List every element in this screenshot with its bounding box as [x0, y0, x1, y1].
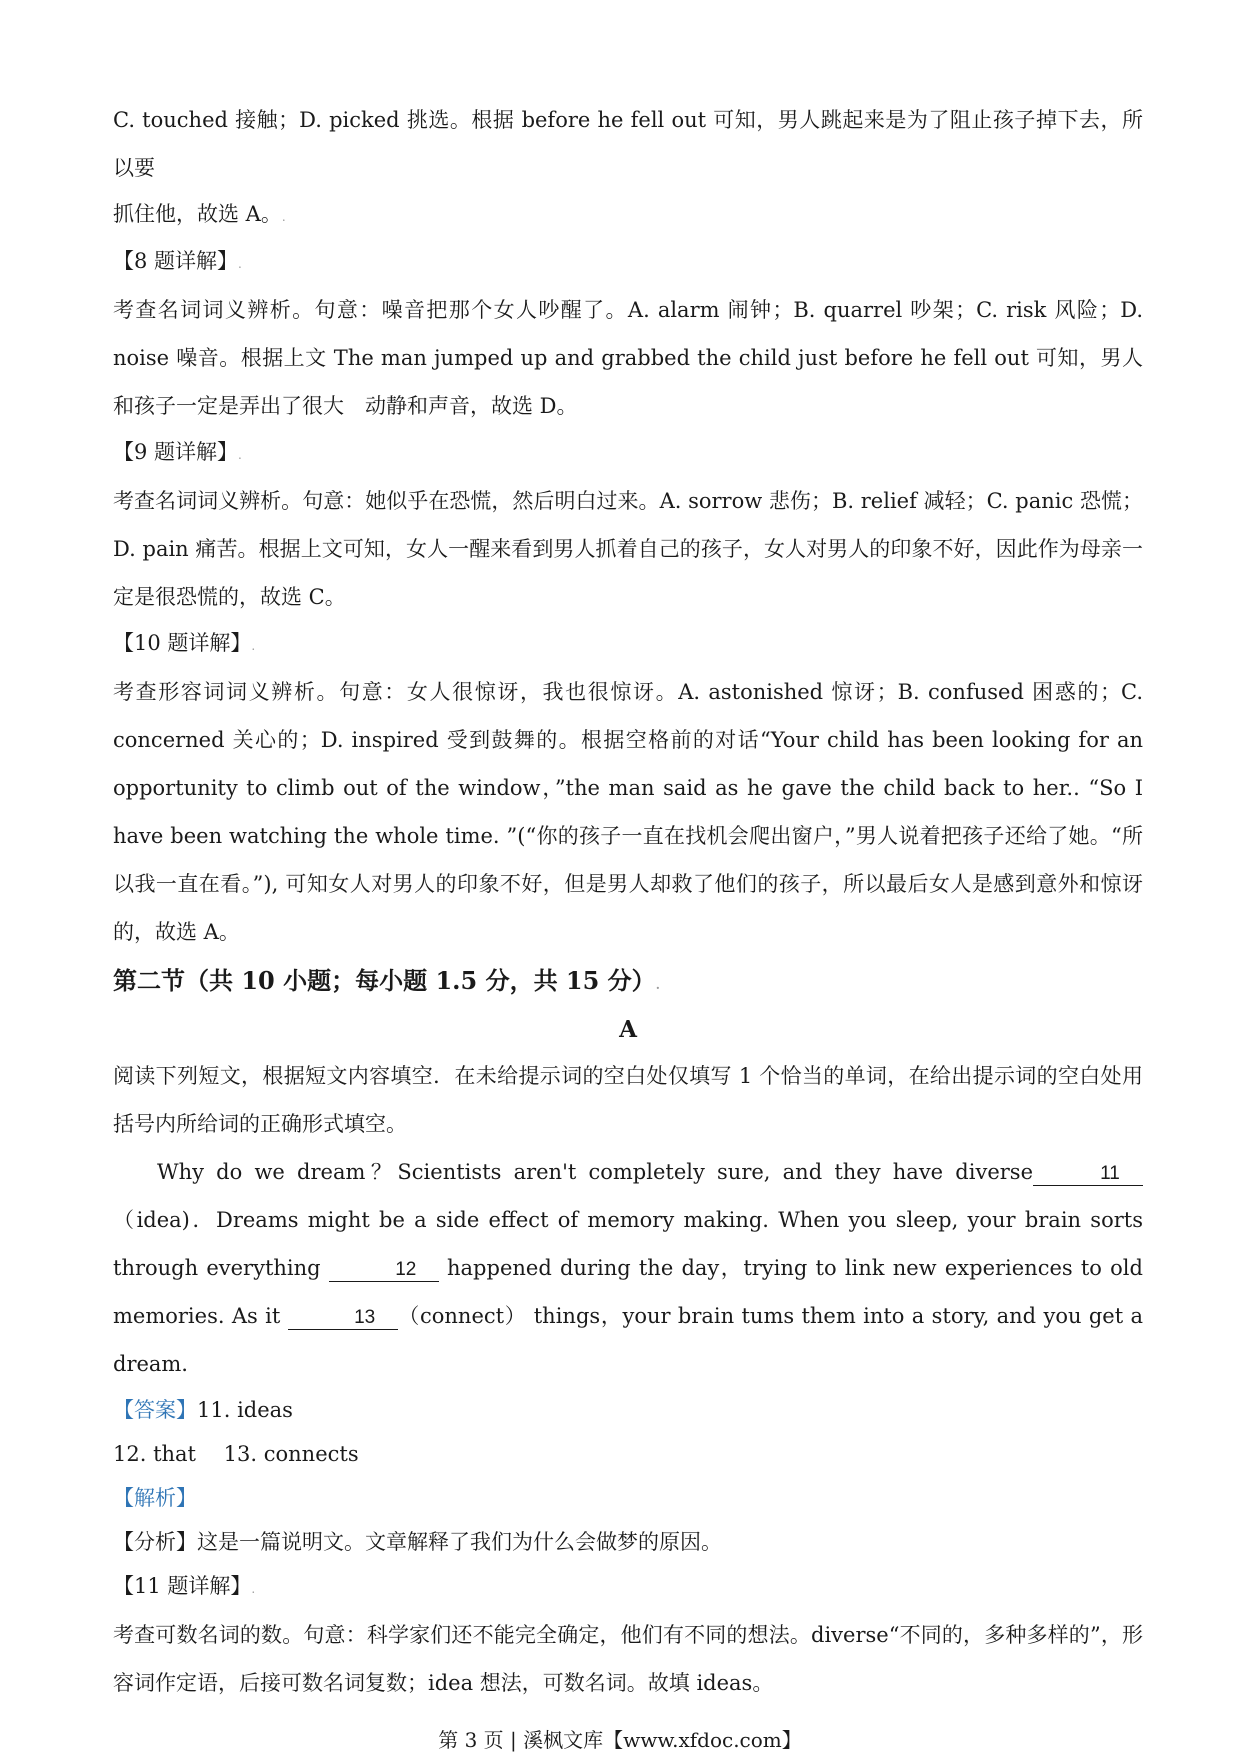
q9-heading: 【9 题详解】. [113, 440, 242, 464]
blank-12: 12 [329, 1259, 439, 1282]
document-page [113, 96, 1143, 1707]
answer-line-2: 12. that 13. connects [113, 1442, 359, 1466]
passage-sentence-3: happened during the day，trying to link new experiences to old memories. As it [113, 1256, 1143, 1328]
answer-label: 【答案】 [113, 1398, 197, 1422]
q11-heading: 【11 题详解】. [113, 1574, 256, 1598]
answer-line-1 [113, 1388, 1143, 1432]
passage-sentence-4: （connect） things，your brain tums them into a story, and you get a dream． [113, 1304, 1143, 1376]
page-footer: 第 3 页 | 溪枫文库【www.xfdoc.com】 [438, 1728, 802, 1752]
q7-explanation-line1: C. touched 接触；D. picked 挑选。根据 before he fell out 可知，男人跳起来是为了阻止孩子掉下去，所以要 [113, 108, 1143, 180]
q10-heading: 【10 题详解】. [113, 631, 256, 655]
analysis-summary: 【分析】这是一篇说明文。文章解释了我们为什么会做梦的原因。 [113, 1530, 722, 1554]
passage-sentence-2: （idea)．Dreams might be a side effect of memory making. When you sleep, your brain sorts through everything [113, 1208, 1143, 1280]
q8-explanation: 考查名词词义辨析。句意：噪音把那个女人吵醒了。A. alarm 闹钟；B. quarrel 吵架；C. risk 风险；D. noise 噪音。根据上文 The man jumped up and grabbed the child just before he fell out 可知，男人和孩子一定是弄出了很大 动静和声音，故选 D。 [113, 298, 1143, 418]
analysis-label: 【解析】 [113, 1486, 197, 1510]
section-title: 第二节（共 10 小题；每小题 1.5 分，共 15 分）. [113, 966, 660, 995]
part-title: A [619, 1016, 637, 1043]
blank-13: 13 [288, 1307, 398, 1330]
q9-explanation: 考查名词词义辨析。句意：她似乎在恐慌，然后明白过来。A. sorrow 悲伤；B. relief 减轻；C. panic 恐慌；D. pain 痛苦。根据上文可知，女人一醒来看到男人抓着自己的孩子，女人对男人的印象不好，因此作为母亲一定是很恐慌的，故选 C。 [113, 489, 1143, 609]
q8-heading: 【8 题详解】. [113, 249, 242, 273]
passage-sentence-1: Why do we dream？Scientists aren't completely sure, and they have diverse [157, 1160, 1033, 1184]
blank-11: 11 [1033, 1163, 1143, 1186]
q10-explanation: 考查形容词词义辨析。句意：女人很惊讶，我也很惊讶。A. astonished 惊讶；B. confused 困惑的；C. concerned 关心的；D. inspired 受到鼓舞的。根据空格前的对话“Your child has been looking for an opportunity to climb out of the window，”the man said as he gave the child back to her.. “So I have been watching the whole time. ”(“你的孩子一直在找机会爬出窗户，”男人说着把孩子还给了她。“所以我一直在看。”), 可知女人对男人的印象不好，但是男人却救了他们的孩子，所以最后女人是感到意外和惊讶的，故选 A。 [113, 680, 1143, 944]
q7-explanation-line2: 抓住他，故选 A。. [113, 202, 286, 226]
passage-paragraph [113, 1148, 1143, 1388]
q11-explanation: 考查可数名词的数。句意：科学家们还不能完全确定，他们有不同的想法。diverse“不同的，多种多样的”，形容词作定语，后接可数名词复数；idea 想法，可数名词。故填 ideas。 [113, 1623, 1143, 1695]
instructions: 阅读下列短文，根据短文内容填空．在未给提示词的空白处仅填写 1 个恰当的单词，在给出提示词的空白处用括号内所给词的正确形式填空。 [113, 1064, 1143, 1136]
answer-11: 11. ideas [197, 1398, 293, 1422]
